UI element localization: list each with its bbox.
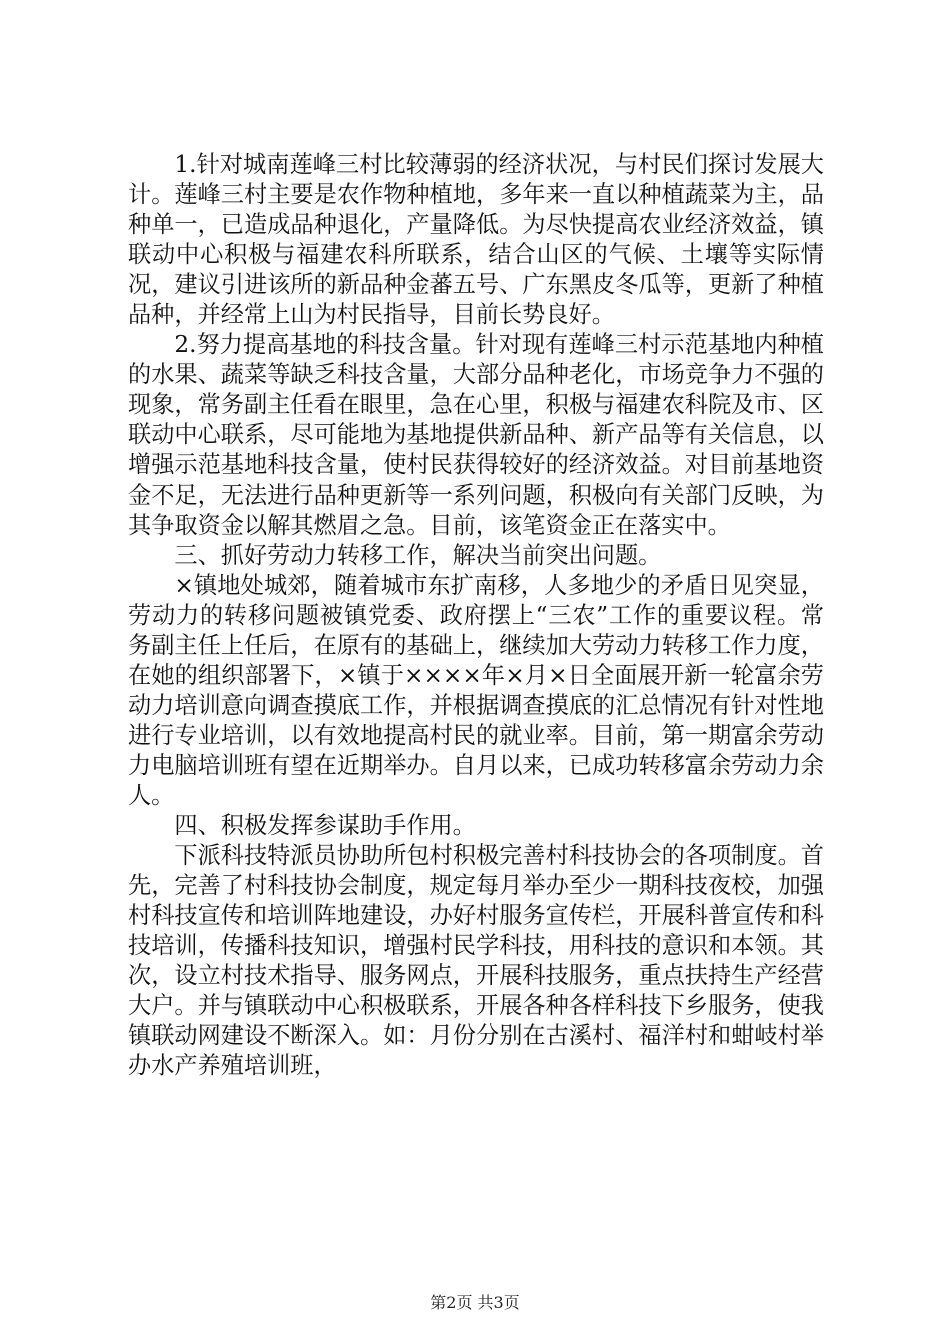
paragraph-1: 1.针对城南莲峰三村比较薄弱的经济状况，与村民们探讨发展大计。莲峰三村主要是农作物种植地，多年来一直以种植蔬菜为主，品种单一，已造成品种退化，产量降低。为尽快提高农业经济效益，镇联动中心积极与福建农科所联系，结合山区的气候、土壤等实际情况，建议引进该所的新品种金蕃五号、广东黑皮冬瓜等，更新了种植品种，并经常上山为村民指导，目前长势良好。 <box>128 151 824 329</box>
paragraph-2: 2.努力提高基地的科技含量。针对现有莲峰三村示范基地内种植的水果、蔬菜等缺乏科技含量，大部分品种老化，市场竞争力不强的现象，常务副主任看在眼里，急在心里，积极与福建农科院及市、区联动中心联系，尽可能地为基地提供新品种、新产品等有关信息，以增强示范基地科技含量，使村民获得较好的经济效益。对目前基地资金不足，无法进行品种更新等一系列问题，积极向有关部门反映，为其争取资金以解其燃眉之急。目前，该笔资金正在落实中。 <box>128 331 824 539</box>
section-heading-4: 四、积极发挥参谋助手作用。 <box>174 812 476 840</box>
document-body <box>128 150 824 1081</box>
paragraph-4: 下派科技特派员协助所包村积极完善村科技协会的各项制度。首先，完善了村科技协会制度，规定每月举办至少一期科技夜校，加强村科技宣传和培训阵地建设，办好村服务宣传栏，开展科普宣传和科技培训，传播科技知识，增强村民学科技，用科技的意识和本领。其次，设立村技术指导、服务网点，开展科技服务，重点扶持生产经营大户。并与镇联动中心积极联系，开展各种各样科技下乡服务，使我镇联动网建设不断深入。如：月份分别在古溪村、福洋村和蚶岐村举办水产养殖培训班， <box>128 842 824 1080</box>
page-number-footer: 第2页 共3页 <box>430 1293 520 1312</box>
section-heading-3: 三、抓好劳动力转移工作，解决当前突出问题。 <box>174 541 662 569</box>
paragraph-3: ×镇地处城郊，随着城市东扩南移，人多地少的矛盾日见突显，劳动力的转移问题被镇党委、政府摆上“三农”工作的重要议程。常务副主任上任后，在原有的基础上，继续加大劳动力转移工作力度，在她的组织部署下，×镇于××××年×月×日全面展开新一轮富余劳动力培训意向调查摸底工作，并根据调查摸底的汇总情况有针对性地进行专业培训，以有效地提高村民的就业率。目前，第一期富余劳动力电脑培训班有望在近期举办。自月以来，已成功转移富余劳动力余人。 <box>128 571 824 809</box>
